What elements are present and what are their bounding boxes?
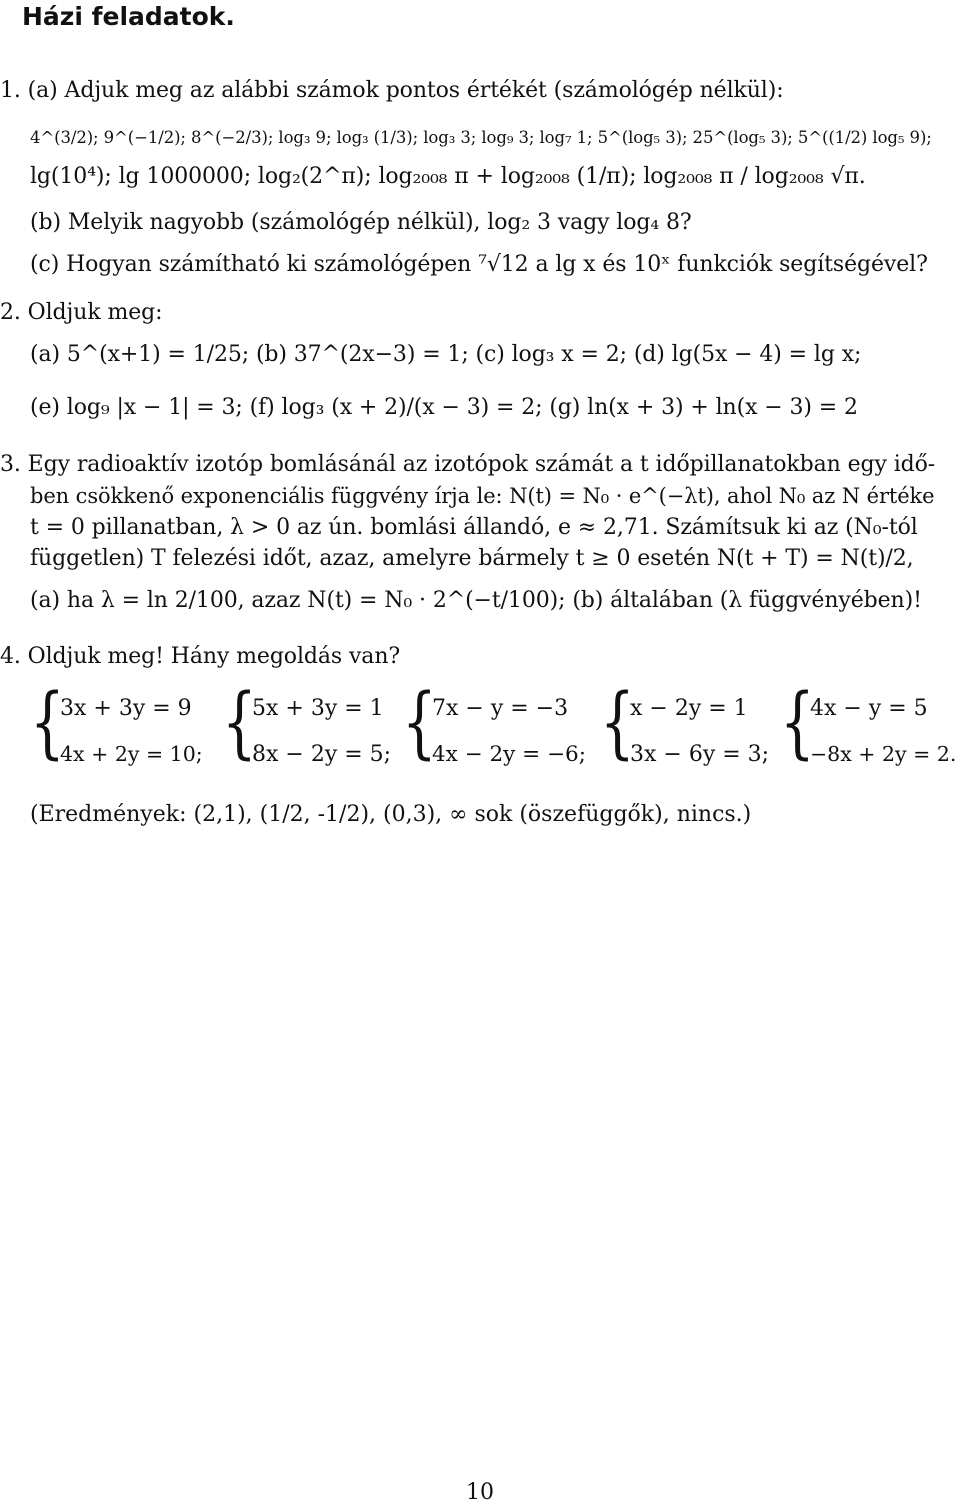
problem-4-header: 4. Oldjuk meg! Hány megoldás van? [0, 644, 401, 669]
equation-system-3 [402, 678, 587, 786]
system-equation-1: 4x − y = 5 [810, 696, 928, 721]
equation-system-1 [30, 678, 205, 786]
left-brace-icon: { [780, 678, 815, 768]
system-equation-2: 4x + 2y = 10; [60, 742, 203, 766]
left-brace-icon: { [402, 678, 437, 768]
problem-3-line-4: független) T felezési időt, azaz, amelyre bármely t ≥ 0 esetén N(t + T) = N(t)/2, [30, 546, 914, 571]
system-equation-2: 8x − 2y = 5; [252, 742, 392, 767]
problem-3-line-5: (a) ha λ = ln 2/100, azaz N(t) = N₀ · 2^(−t/100); (b) általában (λ függvényében)! [30, 588, 922, 613]
system-equation-1: x − 2y = 1 [630, 696, 748, 721]
system-equation-1: 3x + 3y = 9 [60, 696, 192, 721]
problem-2-header: 2. Oldjuk meg: [0, 300, 163, 325]
equation-system-2 [222, 678, 392, 786]
problem-2-row-1: (a) 5^(x+1) = 1/25; (b) 37^(2x−3) = 1; (c) log₃ x = 2; (d) lg(5x − 4) = lg x; [30, 342, 862, 367]
left-brace-icon: { [600, 678, 635, 768]
system-equation-1: 7x − y = −3 [432, 696, 569, 721]
problem-1-part-c: (c) Hogyan számítható ki számológépen ⁷√12 a lg x és 10ˣ funkciók segítségével? [30, 252, 928, 277]
problem-1-row-2: lg(10⁴); lg 1000000; log₂(2^π); log₂₀₀₈ π + log₂₀₀₈ (1/π); log₂₀₀₈ π / log₂₀₀₈ √π. [30, 164, 866, 189]
system-equation-1: 5x + 3y = 1 [252, 696, 384, 721]
system-equation-2: −8x + 2y = 2. [810, 742, 957, 766]
results-line: (Eredmények: (2,1), (1/2, -1/2), (0,3), ∞ sok (öszefüggők), nincs.) [30, 802, 752, 827]
system-equation-2: 3x − 6y = 3; [630, 742, 770, 767]
system-equation-2: 4x − 2y = −6; [432, 742, 586, 767]
left-brace-icon: { [30, 678, 65, 768]
problem-3-line-2: ben csökkenő exponenciális függvény írja le: N(t) = N₀ · e^(−λt), ahol N₀ az N értéke [30, 484, 935, 508]
problem-2-row-2: (e) log₉ |x − 1| = 3; (f) log₃ (x + 2)/(x − 3) = 2; (g) ln(x + 3) + ln(x − 3) = 2 [30, 395, 858, 420]
page-number: 10 [466, 1480, 494, 1505]
problem-1-header: 1. (a) Adjuk meg az alábbi számok pontos értékét (számológép nélkül): [0, 78, 784, 103]
problem-3-line-3: t = 0 pillanatban, λ > 0 az ún. bomlási állandó, e ≈ 2,71. Számítsuk ki az (N₀-tól [30, 515, 918, 540]
equation-system-5 [780, 678, 958, 786]
problem-3-line-1: 3. Egy radioaktív izotóp bomlásánál az izotópok számát a t időpillanatokban egy idő- [0, 452, 936, 477]
equation-system-4 [600, 678, 770, 786]
page-title: Házi feladatok. [22, 2, 235, 31]
problem-1-row-1: 4^(3/2); 9^(−1/2); 8^(−2/3); log₃ 9; log₃ (1/3); log₃ 3; log₉ 3; log₇ 1; 5^(log₅ 3); 25^(log₅ 3); 5^((1/2) log₅ 9); [30, 128, 932, 147]
left-brace-icon: { [222, 678, 257, 768]
problem-1-part-b: (b) Melyik nagyobb (számológép nélkül), log₂ 3 vagy log₄ 8? [30, 210, 692, 235]
